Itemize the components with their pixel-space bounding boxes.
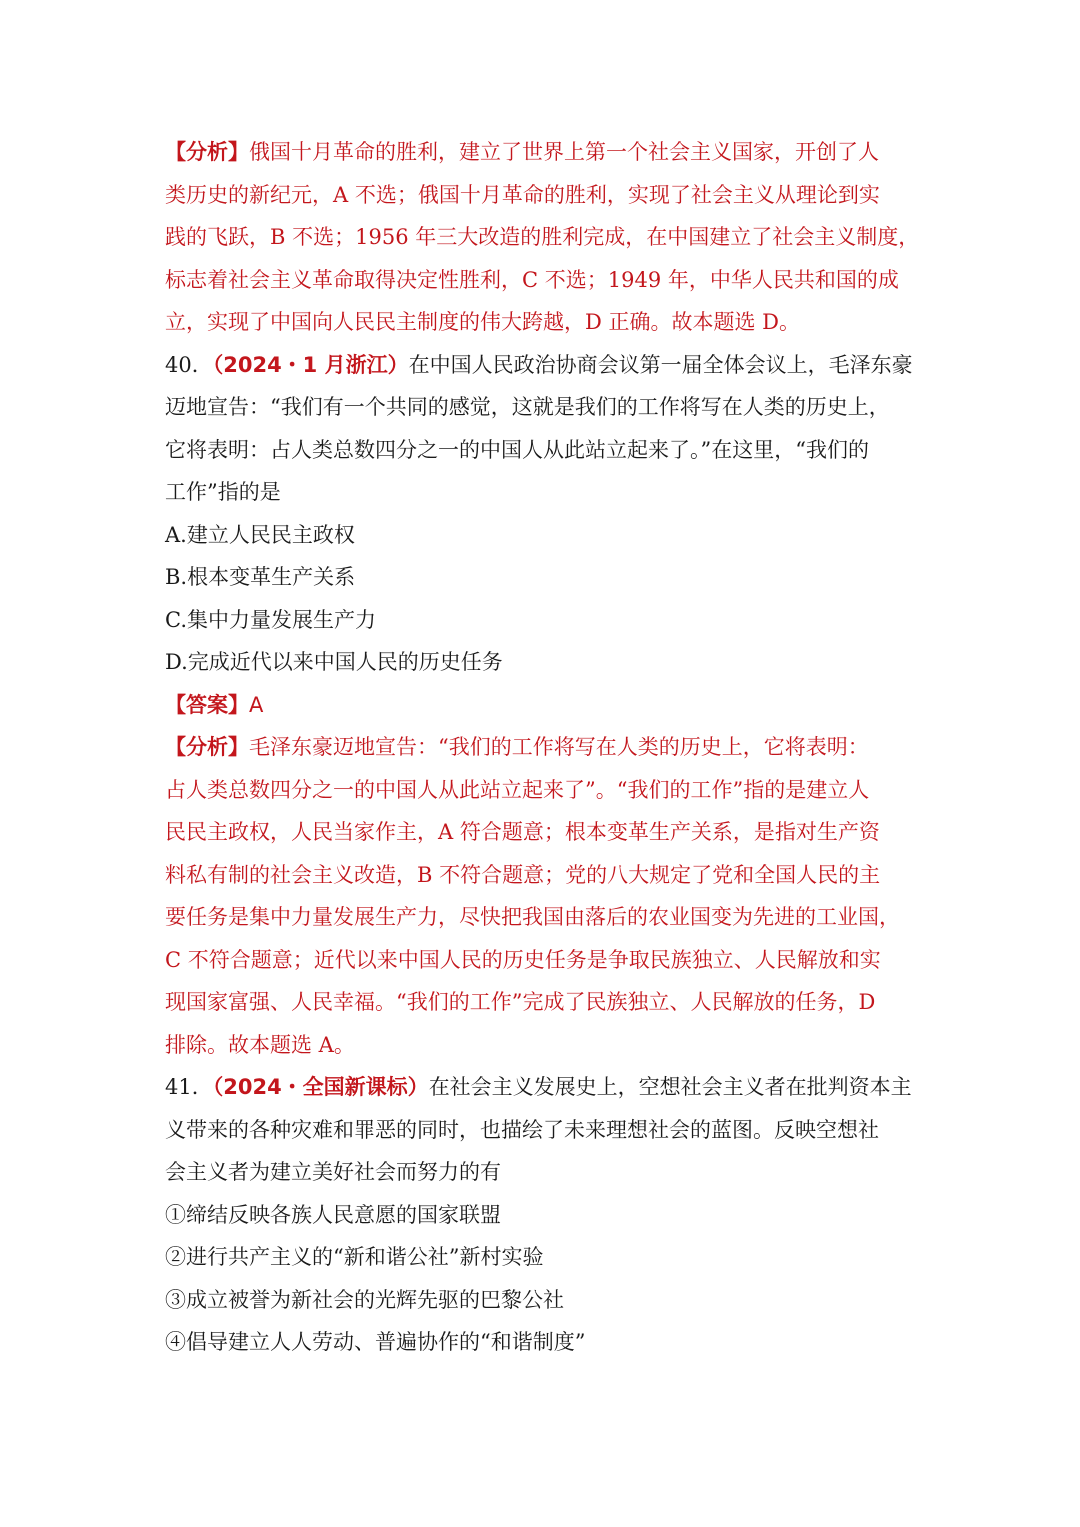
q40-stem-line-2: 迈地宣告：“我们有一个共同的感觉，这就是我们的工作将写在人类的历史上， (165, 395, 890, 419)
q40-analysis-line-4: 料私有制的社会主义改造，B 不符合题意；党的八大规定了党和全国人民的主 (165, 862, 881, 887)
q40-stem-line-4: 工作”指的是 (165, 480, 281, 504)
q40-answer (165, 684, 925, 727)
q41-stem-line-1 (165, 1066, 925, 1109)
q41-stem-line-3: 会主义者为建立美好社会而努力的有 (165, 1160, 501, 1184)
q41-source: （2024・全国新课标） (212, 1075, 429, 1099)
q40-analysis-line-1 (165, 726, 925, 769)
q41-item-3: ③成立被誉为新社会的光辉先驱的巴黎公社 (165, 1287, 564, 1312)
q40-analysis-text: 毛泽东豪迈地宣告：“我们的工作将写在人类的历史上，它将表明： (249, 735, 869, 759)
q39-analysis-label: 【分析】 (165, 140, 249, 164)
document-content (165, 131, 925, 1364)
q40-option-b: B.根本变革生产关系 (165, 565, 356, 589)
q40-answer-value: A (249, 692, 264, 717)
q39-analysis-line-4: 标志着社会主义革命取得决定性胜利，C 不选；1949 年，中华人民共和国的成 (165, 267, 899, 292)
q40-stem-text: 在中国人民政治协商会议第一届全体会议上，毛泽东豪 (408, 352, 913, 377)
q41-item-2: ②进行共产主义的“新和谐公社”新村实验 (165, 1245, 544, 1269)
q40-analysis-line-5: 要任务是集中力量发展生产力，尽快把我国由落后的农业国变为先进的工业国， (165, 905, 900, 929)
q40-stem-line-3: 它将表明：占人类总数四分之一的中国人从此站立起来了。”在这里，“我们的 (165, 437, 869, 462)
q40-stem-line-1 (165, 344, 925, 387)
q39-analysis-line-3: 践的飞跃，B 不选；1956 年三大改造的胜利完成，在中国建立了社会主义制度， (165, 225, 920, 249)
q40-analysis-line-2: 占人类总数四分之一的中国人从此站立起来了”。“我们的工作”指的是建立人 (165, 777, 870, 802)
q41-stem-line-2: 义带来的各种灾难和罪恶的同时，也描绘了未来理想社会的蓝图。反映空想社 (165, 1117, 879, 1142)
q41-stem-text: 在社会主义发展史上，空想社会主义者在批判资本主 (428, 1075, 912, 1099)
q40-option-d: D.完成近代以来中国人民的历史任务 (165, 650, 503, 674)
q40-option-a: A.建立人民民主政权 (165, 522, 355, 547)
q39-analysis-line-5: 立，实现了中国向人民民主制度的伟大跨越，D 正确。故本题选 D。 (165, 310, 801, 334)
q40-number: 40． (165, 352, 213, 377)
q39-analysis-text: 俄国十月革命的胜利，建立了世界上第一个社会主义国家，开创了人 (249, 140, 879, 164)
q40-source: （2024・1 月浙江） (212, 352, 409, 377)
q40-analysis-line-7: 现国家富强、人民幸福。“我们的工作”完成了民族独立、人民解放的任务，D (165, 990, 876, 1014)
q40-analysis-line-6: C 不符合题意；近代以来中国人民的历史任务是争取民族独立、人民解放和实 (165, 947, 881, 972)
q41-item-1: ①缔结反映各族人民意愿的国家联盟 (165, 1202, 501, 1227)
q39-analysis-line-2: 类历史的新纪元，A 不选；俄国十月革命的胜利，实现了社会主义从理论到实 (165, 182, 880, 207)
q40-answer-label: 【答案】 (165, 692, 249, 717)
q41-number: 41． (165, 1075, 213, 1099)
q40-analysis-label: 【分析】 (165, 735, 249, 759)
q40-analysis-line-8: 排除。故本题选 A。 (165, 1032, 355, 1057)
q40-option-c: C.集中力量发展生产力 (165, 607, 376, 632)
q39-analysis-line-1 (165, 131, 925, 174)
q41-item-4: ④倡导建立人人劳动、普遍协作的“和谐制度” (165, 1330, 586, 1354)
q40-analysis-line-3: 民民主政权，人民当家作主，A 符合题意；根本变革生产关系，是指对生产资 (165, 820, 880, 844)
